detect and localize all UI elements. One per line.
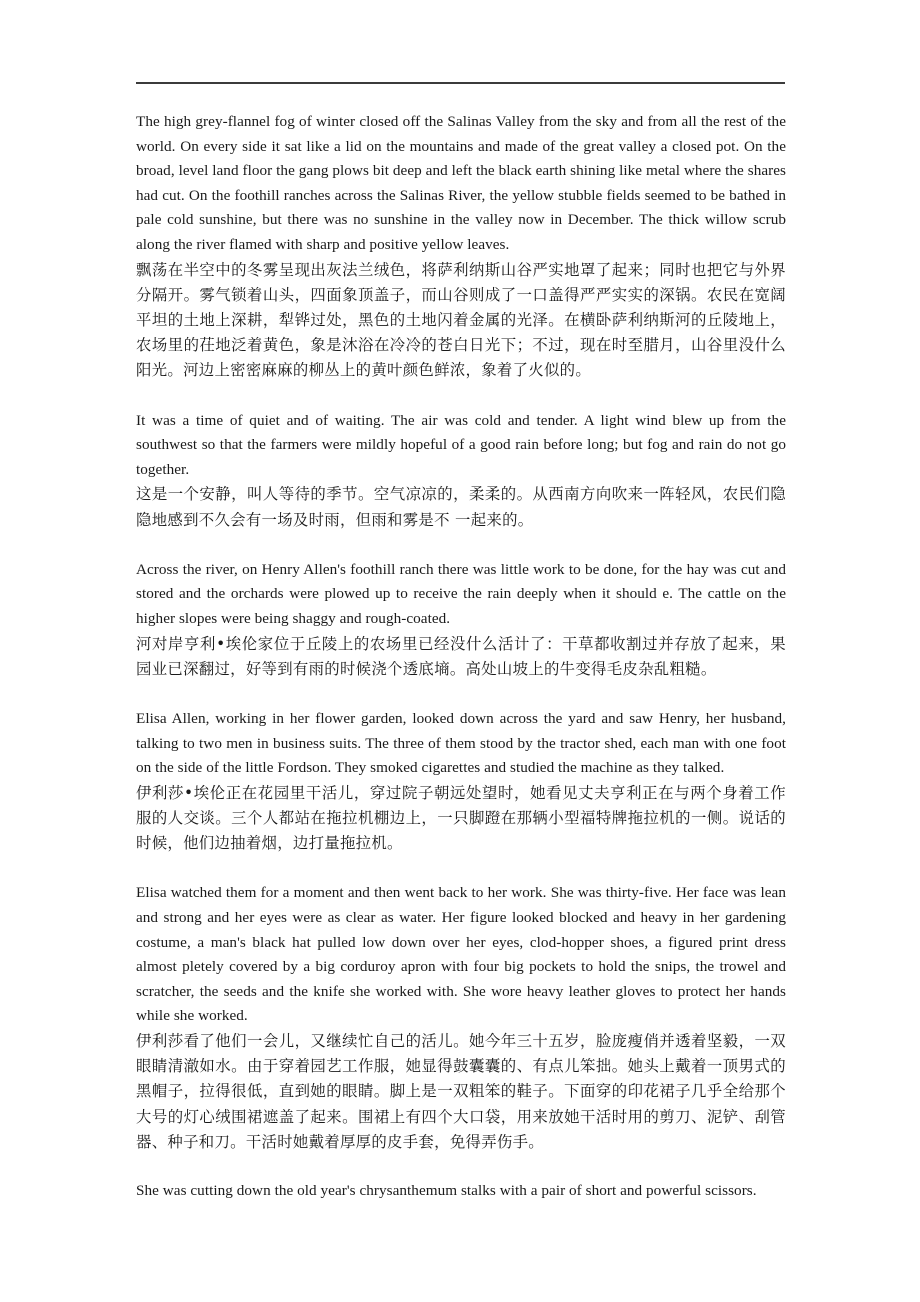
chinese-paragraph-4: 伊利莎•埃伦正在花园里干活儿，穿过院子朝远处望时，她看见丈夫亨利正在与两个身着工作服的人交谈。三个人都站在拖拉机棚边上，一只脚蹬在那辆小型福特牌拖拉机的一侧。说话的时候，他们边抽着烟，边打量拖拉机。 (136, 783, 786, 853)
paragraph-spacer-5 (136, 1155, 786, 1179)
english-paragraph-5: Elisa watched them for a moment and then went back to her work. She was thirty-five. Her face was lean and strong and her eyes were as clear as water. Her figure looked blocked and heavy in her gardening costume, a man's black hat pulled low down over her eyes, clod-hopper shoes, a figured print dress almost pletely covered by a big corduroy apron with four big pockets to hold the snips, the trowel and scratcher, the seeds and the knife she worked with. She wore heavy leather gloves to protect her hands while she worked. (136, 884, 786, 1025)
chinese-paragraph-1: 飘荡在半空中的冬雾呈现出灰法兰绒色，将萨利纳斯山谷严实地罩了起来；同时也把它与外界分隔开。雾气锁着山头，四面象顶盖子，而山谷则成了一口盖得严严实实的深锅。农民在宽阔平坦的土地上深耕，犁铧过处，黑色的土地闪着金属的光泽。在横卧萨利纳斯河的丘陵地上，农场里的茌地泛着黄色，象是沐浴在冷冷的苍白日光下；不过，现在时至腊月，山谷里没什么阳光。河边上密密麻麻的柳丛上的黄叶颜色鲜浓，象着了火似的。 (136, 260, 786, 380)
paragraph-block-3 (136, 558, 786, 682)
paragraph-spacer-2 (136, 533, 786, 558)
paragraph-block-2 (136, 409, 786, 533)
english-paragraph-4: Elisa Allen, working in her flower garden, looked down across the yard and saw Henry, her husband, talking to two men in business suits. The three of them stood by the tractor shed, each man with one foot on the side of the little Fordson. They smoked cigarettes and studied the machine as they talked. (136, 709, 786, 777)
paragraph-spacer-1 (136, 384, 786, 409)
paragraph-block-1 (136, 110, 786, 384)
header-separator-rule (136, 82, 785, 84)
english-paragraph-2: It was a time of quiet and of waiting. The air was cold and tender. A light wind blew up from the southwest so that the farmers were mildly hopeful of a good rain before long; but fog and rain do not go together. (136, 411, 786, 478)
chinese-paragraph-5: 伊利莎看了他们一会儿，又继续忙自己的活儿。她今年三十五岁，脸庞瘦俏并透着坚毅，一双眼睛清澈如水。由于穿着园艺工作服，她显得鼓囊囊的、有点儿笨拙。她头上戴着一顶男式的黑帽子，拉得很低，直到她的眼睛。脚上是一双粗笨的鞋子。下面穿的印花裙子几乎全给那个大号的灯心绒围裙遮盖了起来。围裙上有四个大口袋，用来放她干活时用的剪刀、泥铲、刮管器、种子和刀。干活时她戴着厚厚的皮手套，免得弄伤手。 (136, 1031, 786, 1151)
chinese-paragraph-2: 这是一个安静，叫人等待的季节。空气凉凉的，柔柔的。从西南方向吹来一阵轻风，农民们隐隐地感到不久会有一场及时雨，但雨和雾是不 一起来的。 (136, 485, 786, 529)
english-paragraph-1: The high grey-flannel fog of winter closed off the Salinas Valley from the sky and from all the rest of the world. On every side it sat like a lid on the mountains and made of the great valley a closed pot. On the broad, level land floor the gang plows bit deep and left the black earth shining like metal where the shares had cut. On the foothill ranches across the Salinas River, the yellow stubble fields seemed to be bathed in pale cold sunshine, but there was no sunshine in the valley now in December. The thick willow scrub along the river flamed with sharp and positive yellow leaves. (136, 113, 786, 253)
english-paragraph-6: She was cutting down the old year's chrysanthemum stalks with a pair of short and powerful scissors. (136, 1181, 757, 1199)
paragraph-spacer-4 (136, 856, 786, 881)
english-paragraph-3: Across the river, on Henry Allen's foothill ranch there was little work to be done, for the hay was cut and stored and the orchards were plowed up to receive the rain deeply when it should e. The cattle on the higher slopes were being shaggy and rough-coated. (136, 560, 786, 627)
paragraph-spacer-3 (136, 682, 786, 707)
document-body (136, 110, 786, 1204)
paragraph-block-4 (136, 707, 786, 856)
paragraph-block-6 (136, 1179, 786, 1204)
chinese-paragraph-3: 河对岸亨利•埃伦家位于丘陵上的农场里已经没什么活计了：干草都收割过并存放了起来，果园业已深翻过，好等到有雨的时候浇个透底墒。高处山坡上的牛变得毛皮杂乱粗糙。 (136, 634, 786, 678)
paragraph-block-5 (136, 881, 786, 1155)
